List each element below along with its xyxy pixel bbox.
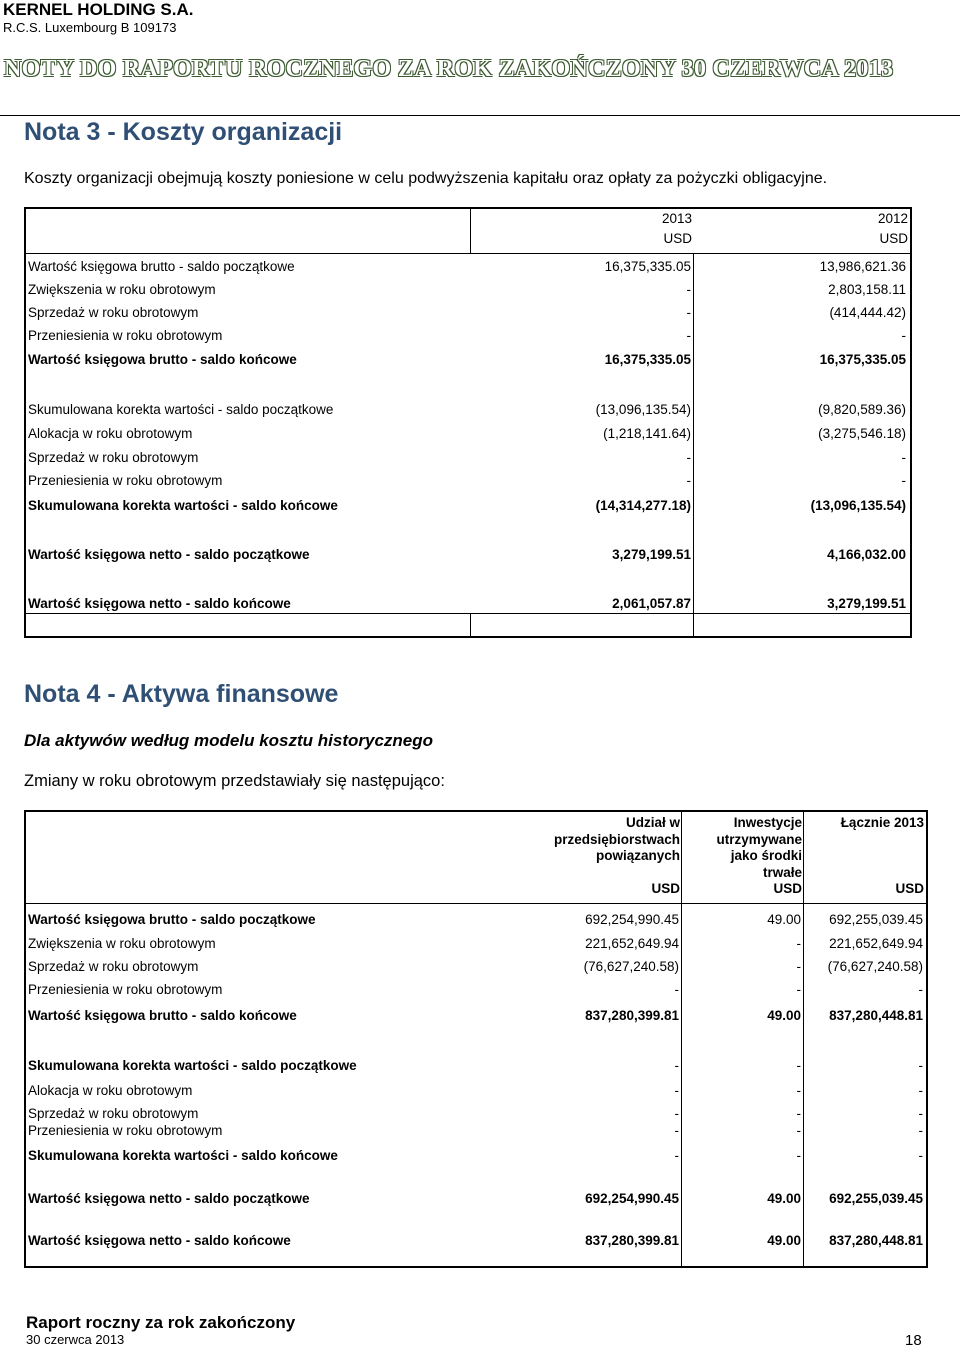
note4-col2-header-line: jako środki (730, 848, 802, 863)
note4-col2-unit: USD (773, 881, 802, 896)
note4-row-col2: - (796, 1106, 801, 1121)
note3-row-2013: 16,375,335.05 (604, 259, 691, 274)
note3-row-2012: 13,986,621.36 (819, 259, 906, 274)
note3-row-2013: - (686, 473, 691, 488)
note4-row-col3: - (918, 1148, 923, 1163)
note3-col-2012-unit: USD (879, 231, 908, 246)
note3-row-2013: - (686, 305, 691, 320)
note4-col2-header (690, 815, 802, 881)
note4-row-label: Przeniesienia w roku obrotowym (28, 1123, 223, 1138)
note3-row-label: Sprzedaż w roku obrotowym (28, 305, 199, 320)
note4-row-label: Zwiększenia w roku obrotowym (28, 936, 216, 951)
note3-row-2012: 4,166,032.00 (827, 547, 906, 562)
note3-row-2012: (414,444.42) (829, 305, 906, 320)
note3-col-2013-year: 2013 (661, 211, 692, 226)
note3-row-2012: (9,820,589.36) (818, 402, 906, 417)
note4-col3-unit: USD (895, 881, 924, 896)
note3-row-label: Skumulowana korekta wartości - saldo początkowe (28, 402, 334, 417)
note4-row-label: Sprzedaż w roku obrotowym (28, 959, 199, 974)
note4-row-col2: - (796, 1083, 801, 1098)
note3-row-2013: - (686, 282, 691, 297)
note4-col1-header-line: powiązanych (595, 848, 680, 863)
note3-row-2012: - (901, 450, 906, 465)
note4-row-col2: 49.00 (767, 912, 801, 927)
note4-row-col3: - (918, 982, 923, 997)
note4-title: Nota 4 - Aktywa finansowe (24, 680, 339, 708)
note3-row-2012: 16,375,335.05 (819, 352, 906, 367)
note4-row-col3: 692,255,039.45 (829, 912, 923, 927)
note3-row-2013: 3,279,199.51 (612, 547, 691, 562)
note4-row-col1: 692,254,990.45 (585, 1191, 679, 1206)
note3-row-2013: (1,218,141.64) (603, 426, 691, 441)
note3-row-label: Skumulowana korekta wartości - saldo końcowe (28, 498, 338, 513)
note3-title: Nota 3 - Koszty organizacji (24, 118, 343, 146)
note3-row-2013: 2,061,057.87 (612, 596, 691, 611)
note4-row-col3: - (918, 1123, 923, 1138)
note3-row-2012: (13,096,135.54) (810, 498, 906, 513)
note4-row-col2: - (796, 936, 801, 951)
note3-row-2013: (14,314,277.18) (595, 498, 691, 513)
note4-row-label: Wartość księgowa netto - saldo początkowe (28, 1191, 310, 1206)
note3-row-label: Wartość księgowa brutto - saldo końcowe (28, 352, 297, 367)
note4-row-col2: - (796, 1148, 801, 1163)
note3-col-2012-year: 2012 (877, 211, 908, 226)
note4-row-col1: - (674, 1106, 679, 1121)
note4-col1-header-line: przedsiębiorstwach (553, 831, 680, 847)
registry-number: R.C.S. Luxembourg B 109173 (3, 20, 177, 35)
note4-col3-header-line: Łącznie 2013 (840, 815, 924, 830)
note4-row-col3: 221,652,649.94 (829, 936, 923, 951)
note3-row-2012: - (901, 328, 906, 343)
note4-row-col1: (76,627,240.58) (583, 959, 679, 974)
note3-header-line (25, 253, 911, 254)
note4-row-col1: - (674, 1123, 679, 1138)
note3-bottom-line (25, 613, 911, 614)
note4-row-col2: - (796, 982, 801, 997)
note4-col1-header (540, 815, 680, 865)
note4-row-col1: 837,280,399.81 (585, 1233, 679, 1248)
note3-row-2013: - (686, 328, 691, 343)
note4-row-col2: - (796, 1058, 801, 1073)
note4-row-col2: - (796, 959, 801, 974)
note3-row-label: Wartość księgowa netto - saldo końcowe (28, 596, 291, 611)
note4-row-col2: 49.00 (767, 1008, 801, 1023)
note4-row-col3: 837,280,448.81 (829, 1008, 923, 1023)
note4-row-col2: 49.00 (767, 1233, 801, 1248)
note4-row-col3: - (918, 1106, 923, 1121)
note4-col1-header-line: Udział w (625, 815, 680, 830)
page-number: 18 (905, 1332, 922, 1349)
note3-row-2012: 2,803,158.11 (828, 282, 906, 297)
note3-row-2013: (13,096,135.54) (595, 402, 691, 417)
note3-row-label: Przeniesienia w roku obrotowym (28, 328, 223, 343)
note3-row-2012: - (901, 473, 906, 488)
note4-col2-header-line: trwałe (762, 864, 802, 880)
note4-col1-unit: USD (651, 881, 680, 896)
note4-row-col3: 692,255,039.45 (829, 1191, 923, 1206)
note4-row-label: Skumulowana korekta wartości - saldo początkowe (28, 1058, 357, 1073)
company-name: KERNEL HOLDING S.A. (3, 0, 194, 19)
note3-row-label: Przeniesienia w roku obrotowym (28, 473, 223, 488)
note4-row-col3: - (918, 1083, 923, 1098)
note4-row-col1: - (674, 1058, 679, 1073)
note3-row-2013: - (686, 450, 691, 465)
note3-intro: Koszty organizacji obejmują koszty poniesione w celu podwyższenia kapitału oraz opłaty za pożyczki obligacyjne. (24, 170, 828, 187)
note3-row-label: Zwiększenia w roku obrotowym (28, 282, 216, 297)
note4-row-label: Wartość księgowa brutto - saldo końcowe (28, 1008, 297, 1023)
note3-row-label: Alokacja w roku obrotowym (28, 426, 193, 441)
note3-col-divider (693, 254, 694, 637)
note3-row-label: Sprzedaż w roku obrotowym (28, 450, 199, 465)
note4-intro: Zmiany w roku obrotowym przedstawiały się następująco: (24, 772, 445, 790)
note4-col3-header (810, 815, 924, 832)
note3-row-2012: (3,275,546.18) (818, 426, 906, 441)
note4-row-label: Wartość księgowa brutto - saldo początkowe (28, 912, 316, 927)
note4-col2-header-line: Inwestycje (733, 815, 802, 830)
note4-row-label: Alokacja w roku obrotowym (28, 1083, 193, 1098)
note4-row-col1: 221,652,649.94 (585, 936, 679, 951)
note4-row-label: Przeniesienia w roku obrotowym (28, 982, 223, 997)
note4-col-divider2 (803, 811, 804, 1267)
note4-row-col2: - (796, 1123, 801, 1138)
note4-col2-header-line: utrzymywane (716, 831, 802, 847)
note4-row-label: Sprzedaż w roku obrotowym (28, 1106, 199, 1121)
note4-row-col1: - (674, 982, 679, 997)
note3-row-2012: 3,279,199.51 (827, 596, 906, 611)
note4-row-col1: 692,254,990.45 (585, 912, 679, 927)
note3-row-label: Wartość księgowa brutto - saldo początkowe (28, 259, 295, 274)
header-divider (0, 115, 960, 116)
note3-row-2013: 16,375,335.05 (604, 352, 691, 367)
footer-title: Raport roczny za rok zakończony (26, 1313, 296, 1332)
note4-row-label: Skumulowana korekta wartości - saldo końcowe (28, 1148, 338, 1163)
note4-col-divider1 (681, 811, 682, 1267)
document-title: NOTY DO RAPORTU ROCZNEGO ZA ROK ZAKOŃCZONY 30 CZERWCA 2013 (4, 56, 894, 82)
note4-header-line (25, 903, 927, 904)
note3-footer-divider1 (470, 614, 471, 637)
footer-date: 30 czerwca 2013 (26, 1332, 125, 1347)
note4-row-col3: - (918, 1058, 923, 1073)
note3-header-divider (470, 208, 471, 254)
note4-row-col1: 837,280,399.81 (585, 1008, 679, 1023)
note4-subtitle: Dla aktywów według modelu kosztu historycznego (24, 731, 434, 750)
note4-row-label: Wartość księgowa netto - saldo końcowe (28, 1233, 291, 1248)
note4-row-col1: - (674, 1083, 679, 1098)
note4-row-col2: 49.00 (767, 1191, 801, 1206)
note3-col-2013-unit: USD (663, 231, 692, 246)
note4-row-col3: (76,627,240.58) (827, 959, 923, 974)
note3-row-label: Wartość księgowa netto - saldo początkowe (28, 547, 310, 562)
note4-row-col1: - (674, 1148, 679, 1163)
note4-row-col3: 837,280,448.81 (829, 1233, 923, 1248)
